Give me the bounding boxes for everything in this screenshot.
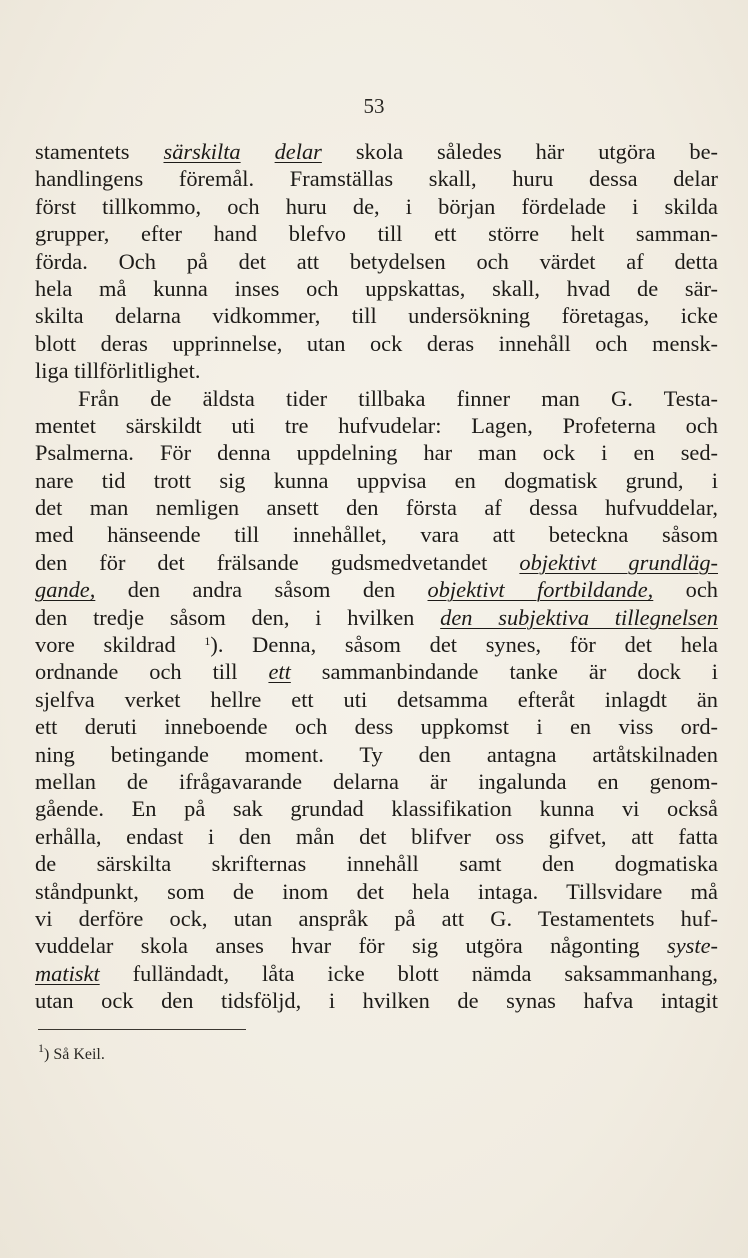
text-segment: och <box>653 577 718 603</box>
text-line <box>35 220 718 247</box>
emphasized-text: ett <box>268 659 291 685</box>
text-segment: de särskilta skrifternas innehåll samt den dogmatiska <box>35 851 718 877</box>
text-line <box>35 275 718 302</box>
text-segment: mentet särskildt uti tre hufvudelar: Lagen, Profeterna och <box>35 412 718 438</box>
text-segment: ståndpunkt, som de inom det hela intaga. Tillsvidare må <box>35 878 718 904</box>
text-segment: utan ock den tidsföljd, i hvilken de synas hafva intagit <box>35 988 718 1014</box>
text-segment: först tillkommo, och huru de, i början fördelade i skilda <box>35 193 718 219</box>
footnote-marker: 1 <box>38 1041 44 1055</box>
text-segment: ning betingande moment. Ty den antagna artåtskilnaden <box>35 741 718 767</box>
text-line <box>35 932 718 959</box>
text-line <box>35 412 718 439</box>
text-line <box>35 302 718 329</box>
text-segment: nare tid trott sig kunna uppvisa en dogmatisk grund, i <box>35 467 718 493</box>
text-line <box>35 631 718 658</box>
emphasized-text: gande, <box>35 577 96 603</box>
text-line <box>35 795 718 822</box>
text-segment: mellan de ifrågavarande delarna är ingalunda en genom- <box>35 768 718 794</box>
text-segment: det man nemligen ansett den första af dessa hufvuddelar, <box>35 495 718 521</box>
emphasized-text: objektivt fortbildande, <box>427 577 654 603</box>
text-segment: förda. Och på det att betydelsen och värdet af detta <box>35 248 718 274</box>
text-segment: den andra såsom den <box>95 577 428 603</box>
text-segment: liga tillförlitlighet. <box>35 358 201 384</box>
text-line <box>35 193 718 220</box>
footnote-rule <box>38 1029 246 1030</box>
text-line <box>35 905 718 932</box>
footnote <box>38 1041 105 1064</box>
text-line <box>35 138 718 165</box>
text-segment: Psalmerna. För denna uppdelning har man ock i en sed- <box>35 440 718 466</box>
emphasized-text: syste- <box>667 933 718 959</box>
text-line <box>35 248 718 275</box>
text-segment: vuddelar skola anses hvar för sig utgöra någonting <box>35 933 668 959</box>
text-segment: ett deruti inneboende och dess uppkomst i en viss ord- <box>35 714 718 740</box>
text-line <box>35 330 718 357</box>
text-segment: hela må kunna inses och uppskattas, skall, hvad de sär- <box>35 275 718 301</box>
text-segment: den tredje såsom den, i hvilken <box>35 604 441 630</box>
text-line <box>35 357 718 384</box>
emphasized-text: särskilta <box>163 139 241 164</box>
text-segment: grupper, efter hand blefvo till ett större helt samman- <box>35 221 718 247</box>
text-line <box>35 521 718 548</box>
emphasized-text: den subjektiva tillegnelsen <box>440 604 718 630</box>
text-segment: gående. En på sak grundad klassifikation kunna vi också <box>35 796 718 822</box>
text-line <box>35 987 718 1014</box>
text-segment: fulländadt, låta icke blott nämda saksammanhang, <box>99 960 718 986</box>
text-line <box>35 494 718 521</box>
text-line <box>35 713 718 740</box>
text-line <box>35 467 718 494</box>
text-segment: skilta delarna vidkommer, till undersökning företagas, icke <box>35 303 718 329</box>
text-segment: sammanbindande tanke är dock i <box>290 659 718 685</box>
text-segment: ). Denna, såsom det synes, för det hela <box>210 632 718 658</box>
text-segment: Från de äldsta tider tillbaka finner man G. Testa- <box>78 385 718 411</box>
text-segment <box>241 139 275 164</box>
text-segment: med hänseende till innehållet, vara att beteckna såsom <box>35 522 718 548</box>
text-segment: stamentets <box>35 139 164 164</box>
text-segment: handlingens föremål. Framställas skall, huru dessa delar <box>35 166 718 192</box>
footnote-reference: 1 <box>204 634 211 649</box>
text-segment: vore skildrad <box>35 632 205 658</box>
text-line <box>35 385 718 412</box>
text-segment: erhålla, endast i den mån det blifver oss gifvet, att fatta <box>35 823 718 849</box>
text-line <box>35 658 718 685</box>
text-line <box>35 165 718 192</box>
emphasized-text: delar <box>274 139 322 164</box>
text-line <box>35 741 718 768</box>
text-segment: blott deras upprinnelse, utan ock deras innehåll och mensk- <box>35 330 718 356</box>
text-segment: vi derföre ock, utan anspråk på att G. Testamentets huf- <box>35 905 718 931</box>
text-line <box>35 604 718 631</box>
text-line <box>35 823 718 850</box>
text-segment: ordnande och till <box>35 659 269 685</box>
text-line <box>35 960 718 987</box>
text-line <box>35 686 718 713</box>
text-line <box>35 768 718 795</box>
page-number: 53 <box>363 94 385 118</box>
text-segment: sjelfva verket hellre ett uti detsamma efteråt inlagdt än <box>35 686 718 712</box>
emphasized-text: objektivt grundläg- <box>519 549 718 575</box>
text-line <box>35 439 718 466</box>
footnote-text: ) Så Keil. <box>44 1046 105 1063</box>
text-line <box>35 549 718 576</box>
text-segment: den för det frälsande gudsmedvetandet <box>35 549 520 575</box>
emphasized-text: matiskt <box>35 960 100 986</box>
text-segment: skola således här utgöra be- <box>321 139 718 164</box>
text-line <box>35 850 718 877</box>
text-line <box>35 878 718 905</box>
text-line <box>35 576 718 603</box>
body-text <box>35 138 718 1015</box>
